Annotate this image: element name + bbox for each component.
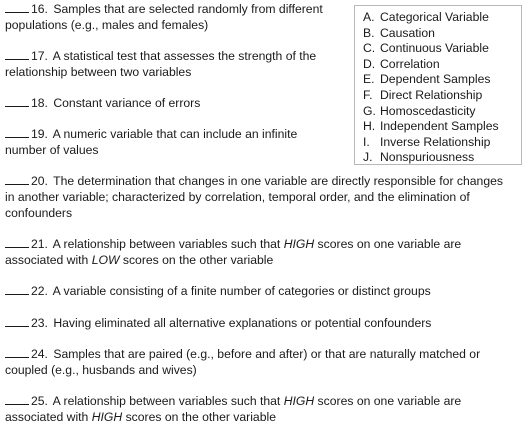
- question-17: 17. A statistical test that assesses the strength of the relationship between two variables: [5, 49, 317, 79]
- question-25: 25. A relationship between variables such that HIGH scores on one variable are associated with HIGH scores on the other variable: [5, 394, 462, 424]
- term-item: J. Nonspuriousness: [363, 150, 475, 165]
- answer-blank[interactable]: [5, 315, 29, 327]
- term-item: C. Continuous Variable: [363, 41, 489, 56]
- answer-blank[interactable]: [5, 1, 29, 13]
- term-item: A. Categorical Variable: [363, 10, 489, 24]
- answer-blank[interactable]: [5, 173, 29, 185]
- term-list-box: [354, 5, 522, 165]
- question-20: 20. The determination that changes in one variable are directly responsible for changes in another variable; characterized by correlation, temporal order, and the elimination of confounders: [5, 174, 503, 220]
- question-23: 23. Having eliminated all alternative explanations or potential confounders: [5, 315, 515, 331]
- question-18: 18. Constant variance of errors: [5, 95, 345, 111]
- question-24: 24. Samples that are paired (e.g., before and after) or that are naturally matched or coupled (e.g., husbands and wives): [5, 347, 481, 377]
- term-item: F. Direct Relationship: [363, 87, 483, 102]
- term-item: E. Dependent Samples: [363, 72, 491, 87]
- question-21: 21. A relationship between variables such that HIGH scores on one variable are associated with LOW scores on the other variable: [5, 237, 462, 267]
- term-item: G. Homoscedasticity: [363, 103, 476, 118]
- term-item: I. Inverse Relationship: [363, 134, 491, 149]
- term-list: [363, 10, 521, 166]
- answer-blank[interactable]: [5, 95, 29, 107]
- answer-blank[interactable]: [5, 48, 29, 60]
- question-19: 19. A numeric variable that can include an infinite number of values: [5, 127, 298, 157]
- question-16: 16. Samples that are selected randomly from different populations (e.g., males and females): [5, 2, 323, 32]
- answer-blank[interactable]: [5, 126, 29, 138]
- answer-blank[interactable]: [5, 236, 29, 248]
- answer-blank[interactable]: [5, 346, 29, 358]
- answer-blank[interactable]: [5, 393, 29, 405]
- question-22: 22. A variable consisting of a finite number of categories or distinct groups: [5, 283, 515, 299]
- term-item: D. Correlation: [363, 56, 440, 71]
- answer-blank[interactable]: [5, 283, 29, 295]
- term-item: B. Causation: [363, 25, 435, 40]
- term-item: H. Independent Samples: [363, 119, 499, 134]
